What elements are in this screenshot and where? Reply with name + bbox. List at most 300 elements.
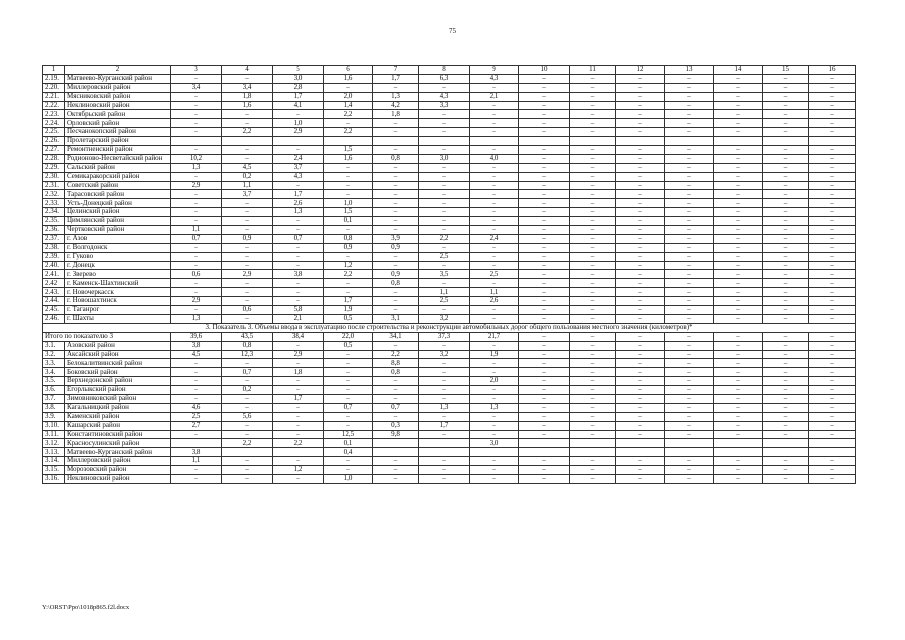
value-cell: – (570, 270, 616, 279)
value-cell: – (616, 270, 665, 279)
value-cell: – (419, 359, 470, 368)
table-row (43, 101, 856, 110)
value-cell: – (570, 314, 616, 323)
row-name: г. Зверево (65, 270, 171, 279)
column-number: 4 (222, 66, 273, 75)
value-cell: – (570, 474, 616, 483)
value-cell: – (419, 377, 470, 386)
value-cell: – (763, 181, 809, 190)
value-cell: – (616, 208, 665, 217)
table-row (43, 172, 856, 181)
value-cell: – (519, 466, 570, 475)
value-cell: – (519, 110, 570, 119)
value-cell: – (665, 421, 714, 430)
value-cell: – (519, 306, 570, 315)
value-cell: – (809, 190, 856, 199)
value-cell: – (763, 128, 809, 137)
value-cell: – (570, 386, 616, 395)
value-cell: – (809, 261, 856, 270)
value-cell (470, 448, 519, 457)
total-row (43, 332, 856, 341)
value-cell: – (763, 190, 809, 199)
value-cell: – (616, 199, 665, 208)
value-cell (519, 439, 570, 448)
value-cell: 2,1 (470, 92, 519, 101)
value-cell: – (324, 386, 373, 395)
table-row (43, 154, 856, 163)
table-row (43, 137, 856, 146)
value-cell: – (171, 110, 222, 119)
value-cell (616, 439, 665, 448)
value-cell: – (324, 466, 373, 475)
value-cell: – (222, 466, 273, 475)
value-cell: – (273, 421, 324, 430)
value-cell: – (419, 172, 470, 181)
value-cell: – (171, 101, 222, 110)
value-cell: – (616, 154, 665, 163)
value-cell: – (570, 110, 616, 119)
value-cell: 1,3 (470, 403, 519, 412)
value-cell: – (763, 119, 809, 128)
value-cell: – (470, 217, 519, 226)
value-cell: – (470, 226, 519, 235)
value-cell (665, 439, 714, 448)
value-cell: – (714, 314, 763, 323)
value-cell: 0,7 (324, 403, 373, 412)
row-code: 2.33. (43, 199, 65, 208)
value-cell: 0,6 (222, 306, 273, 315)
value-cell: – (519, 350, 570, 359)
value-cell: – (419, 119, 470, 128)
value-cell: – (570, 252, 616, 261)
value-cell: – (171, 252, 222, 261)
row-name: Неклиновский район (65, 474, 171, 483)
value-cell: – (809, 74, 856, 83)
value-cell (171, 137, 222, 146)
value-cell: 0,8 (373, 279, 419, 288)
value-cell: – (763, 208, 809, 217)
value-cell: – (324, 83, 373, 92)
value-cell: – (809, 146, 856, 155)
value-cell: – (809, 163, 856, 172)
value-cell: – (809, 208, 856, 217)
value-cell: – (763, 474, 809, 483)
value-cell: 4,2 (373, 101, 419, 110)
value-cell (616, 137, 665, 146)
value-cell: – (373, 181, 419, 190)
value-cell: 12,3 (222, 350, 273, 359)
value-cell: – (616, 172, 665, 181)
value-cell: 22,0 (324, 332, 373, 341)
value-cell: 3,0 (419, 154, 470, 163)
value-cell: – (470, 172, 519, 181)
value-cell (570, 137, 616, 146)
value-cell: 1,8 (373, 110, 419, 119)
value-cell: – (714, 359, 763, 368)
table-row (43, 288, 856, 297)
value-cell: – (616, 110, 665, 119)
value-cell (419, 448, 470, 457)
value-cell: – (470, 394, 519, 403)
value-cell (714, 439, 763, 448)
value-cell: – (714, 74, 763, 83)
value-cell: – (763, 430, 809, 439)
table-row (43, 83, 856, 92)
column-number: 6 (324, 66, 373, 75)
value-cell: – (665, 110, 714, 119)
table-row (43, 457, 856, 466)
value-cell: – (714, 457, 763, 466)
value-cell: – (373, 341, 419, 350)
value-cell: – (519, 288, 570, 297)
value-cell: – (519, 457, 570, 466)
value-cell: – (570, 306, 616, 315)
table-row (43, 234, 856, 243)
value-cell: – (470, 101, 519, 110)
value-cell: – (665, 172, 714, 181)
value-cell: – (419, 306, 470, 315)
value-cell: – (763, 199, 809, 208)
row-code: 2.20. (43, 83, 65, 92)
row-code: 3.15. (43, 466, 65, 475)
table-row (43, 439, 856, 448)
value-cell: – (470, 208, 519, 217)
column-number: 7 (373, 66, 419, 75)
value-cell: 10,2 (171, 154, 222, 163)
value-cell: – (665, 466, 714, 475)
value-cell: 3,4 (222, 83, 273, 92)
value-cell: – (714, 288, 763, 297)
value-cell: 1,1 (171, 226, 222, 235)
value-cell: – (222, 208, 273, 217)
value-cell: – (222, 314, 273, 323)
value-cell: – (714, 403, 763, 412)
value-cell: 2,9 (222, 270, 273, 279)
value-cell: – (714, 119, 763, 128)
value-cell: – (519, 332, 570, 341)
value-cell: – (616, 377, 665, 386)
value-cell: – (570, 350, 616, 359)
row-name: Неклиновский район (65, 101, 171, 110)
value-cell: 0,1 (324, 217, 373, 226)
value-cell: 1,6 (324, 74, 373, 83)
value-cell: – (665, 92, 714, 101)
value-cell: 2,5 (171, 412, 222, 421)
value-cell: – (616, 306, 665, 315)
table-row (43, 350, 856, 359)
value-cell: – (570, 208, 616, 217)
row-name: г. Новочеркасск (65, 288, 171, 297)
value-cell (570, 448, 616, 457)
value-cell: – (616, 412, 665, 421)
table-row (43, 403, 856, 412)
value-cell: – (570, 332, 616, 341)
value-cell (324, 137, 373, 146)
row-name: Зимовниковский район (65, 394, 171, 403)
value-cell (809, 448, 856, 457)
value-cell: – (519, 181, 570, 190)
table-row (43, 128, 856, 137)
column-number: 12 (616, 66, 665, 75)
value-cell: – (763, 243, 809, 252)
value-cell: – (714, 332, 763, 341)
value-cell: – (470, 314, 519, 323)
value-cell: 1,3 (171, 163, 222, 172)
column-number: 1 (43, 66, 65, 75)
value-cell: – (809, 306, 856, 315)
value-cell: – (665, 74, 714, 83)
table-row (43, 306, 856, 315)
value-cell: 0,7 (171, 234, 222, 243)
value-cell: – (665, 430, 714, 439)
value-cell: – (373, 412, 419, 421)
row-name: Пролетарский район (65, 137, 171, 146)
value-cell (570, 439, 616, 448)
value-cell: – (763, 101, 809, 110)
value-cell: – (519, 377, 570, 386)
table-row (43, 430, 856, 439)
row-name: г. Волгодонск (65, 243, 171, 252)
table-row (43, 146, 856, 155)
table-row (43, 368, 856, 377)
value-cell: – (809, 421, 856, 430)
value-cell: – (809, 154, 856, 163)
value-cell: 0,4 (324, 448, 373, 457)
value-cell: – (222, 288, 273, 297)
value-cell: – (570, 368, 616, 377)
value-cell: – (171, 368, 222, 377)
value-cell: – (616, 457, 665, 466)
value-cell: – (171, 146, 222, 155)
value-cell: – (222, 243, 273, 252)
row-code: 2.32. (43, 190, 65, 199)
value-cell: – (171, 261, 222, 270)
value-cell: – (373, 119, 419, 128)
value-cell: – (616, 74, 665, 83)
table-row (43, 181, 856, 190)
value-cell: – (273, 226, 324, 235)
row-code: 2.26. (43, 137, 65, 146)
value-cell: – (222, 199, 273, 208)
value-cell: – (809, 101, 856, 110)
value-cell: – (570, 83, 616, 92)
value-cell: 5,6 (222, 412, 273, 421)
value-cell: – (273, 341, 324, 350)
value-cell: 37,3 (419, 332, 470, 341)
value-cell: – (616, 83, 665, 92)
value-cell (373, 448, 419, 457)
row-code: 3.11. (43, 430, 65, 439)
value-cell: – (809, 110, 856, 119)
row-name: г. Азов (65, 234, 171, 243)
row-name: Каменский район (65, 412, 171, 421)
row-code: 2.21. (43, 92, 65, 101)
value-cell: – (714, 92, 763, 101)
value-cell: – (519, 226, 570, 235)
value-cell: – (470, 119, 519, 128)
value-cell: 2,9 (273, 128, 324, 137)
row-code: 2.40. (43, 261, 65, 270)
value-cell: 1,3 (373, 92, 419, 101)
value-cell: – (273, 386, 324, 395)
table-row (43, 199, 856, 208)
row-code: 2.31. (43, 181, 65, 190)
table-row (43, 270, 856, 279)
value-cell: – (519, 234, 570, 243)
value-cell: – (570, 341, 616, 350)
row-code: 3.9. (43, 412, 65, 421)
value-cell: – (809, 128, 856, 137)
value-cell: – (470, 341, 519, 350)
value-cell: – (273, 297, 324, 306)
table-row (43, 226, 856, 235)
value-cell: – (373, 377, 419, 386)
value-cell: – (324, 377, 373, 386)
value-cell: 2,9 (171, 181, 222, 190)
row-name: Орловский район (65, 119, 171, 128)
value-cell: 1,4 (324, 101, 373, 110)
value-cell: – (222, 474, 273, 483)
value-cell: – (222, 74, 273, 83)
value-cell: – (419, 386, 470, 395)
value-cell: 1,3 (171, 314, 222, 323)
value-cell: 1,6 (324, 154, 373, 163)
value-cell: – (171, 306, 222, 315)
value-cell: – (763, 154, 809, 163)
value-cell: – (763, 341, 809, 350)
table-row (43, 261, 856, 270)
value-cell: – (763, 270, 809, 279)
value-cell: 0,9 (373, 270, 419, 279)
value-cell: – (373, 199, 419, 208)
value-cell: 1,7 (273, 190, 324, 199)
row-code: 2.25. (43, 128, 65, 137)
value-cell: – (714, 226, 763, 235)
value-cell: – (665, 217, 714, 226)
value-cell: – (809, 430, 856, 439)
value-cell: – (222, 252, 273, 261)
value-cell: – (763, 466, 809, 475)
value-cell: – (324, 172, 373, 181)
value-cell: – (519, 208, 570, 217)
value-cell: – (570, 146, 616, 155)
value-cell: – (519, 403, 570, 412)
row-name: Целинский район (65, 208, 171, 217)
value-cell: – (714, 146, 763, 155)
value-cell (714, 137, 763, 146)
value-cell: – (809, 314, 856, 323)
value-cell: – (616, 226, 665, 235)
value-cell: 1,7 (419, 421, 470, 430)
column-number: 15 (763, 66, 809, 75)
value-cell: – (809, 243, 856, 252)
value-cell: – (714, 128, 763, 137)
total-label: Итого по показателю 3 (43, 332, 171, 341)
table-row (43, 110, 856, 119)
column-number: 14 (714, 66, 763, 75)
row-name: г. Таганрог (65, 306, 171, 315)
value-cell: – (714, 474, 763, 483)
table-row (43, 243, 856, 252)
row-name: Кашарский район (65, 421, 171, 430)
value-cell: 2,5 (419, 252, 470, 261)
value-cell (763, 137, 809, 146)
row-name: г. Шахты (65, 314, 171, 323)
value-cell: – (763, 297, 809, 306)
value-cell: 2,2 (324, 270, 373, 279)
value-cell: – (809, 199, 856, 208)
row-code: 2.44. (43, 297, 65, 306)
value-cell: 5,8 (273, 306, 324, 315)
value-cell: 34,1 (373, 332, 419, 341)
row-name: Красносулинский район (65, 439, 171, 448)
row-name: Цимлянский район (65, 217, 171, 226)
value-cell: – (665, 474, 714, 483)
table-row (43, 412, 856, 421)
value-cell: 4,3 (273, 172, 324, 181)
value-cell: – (324, 226, 373, 235)
value-cell: 4,1 (273, 101, 324, 110)
value-cell: – (714, 377, 763, 386)
value-cell: 1,0 (324, 199, 373, 208)
row-name: г. Гуково (65, 252, 171, 261)
value-cell: 1,3 (273, 208, 324, 217)
value-cell: – (470, 412, 519, 421)
value-cell: – (665, 297, 714, 306)
row-name: Ремонтненский район (65, 146, 171, 155)
value-cell: – (470, 146, 519, 155)
value-cell: – (273, 474, 324, 483)
value-cell: 1,8 (273, 368, 324, 377)
value-cell: – (171, 119, 222, 128)
value-cell: – (171, 128, 222, 137)
value-cell: – (519, 421, 570, 430)
value-cell: – (809, 394, 856, 403)
value-cell: 1,6 (222, 101, 273, 110)
value-cell: – (273, 403, 324, 412)
value-cell (419, 439, 470, 448)
value-cell: – (324, 190, 373, 199)
value-cell: – (419, 110, 470, 119)
row-code: 2.39. (43, 252, 65, 261)
value-cell: – (519, 314, 570, 323)
row-name: Боковский район (65, 368, 171, 377)
value-cell: – (570, 119, 616, 128)
value-cell: – (373, 172, 419, 181)
value-cell: – (616, 403, 665, 412)
value-cell: – (616, 474, 665, 483)
value-cell: 0,5 (324, 341, 373, 350)
value-cell: – (570, 261, 616, 270)
value-cell: 2,5 (419, 297, 470, 306)
value-cell: – (470, 386, 519, 395)
row-name: Советский район (65, 181, 171, 190)
value-cell: – (419, 83, 470, 92)
value-cell: – (324, 394, 373, 403)
value-cell: – (714, 394, 763, 403)
value-cell: – (373, 306, 419, 315)
value-cell: – (616, 252, 665, 261)
value-cell: 1,5 (324, 146, 373, 155)
value-cell: – (470, 190, 519, 199)
value-cell: 0,7 (222, 368, 273, 377)
value-cell: – (470, 430, 519, 439)
value-cell: – (273, 430, 324, 439)
value-cell: – (373, 457, 419, 466)
value-cell: – (714, 217, 763, 226)
value-cell: – (616, 421, 665, 430)
row-code: 2.22. (43, 101, 65, 110)
